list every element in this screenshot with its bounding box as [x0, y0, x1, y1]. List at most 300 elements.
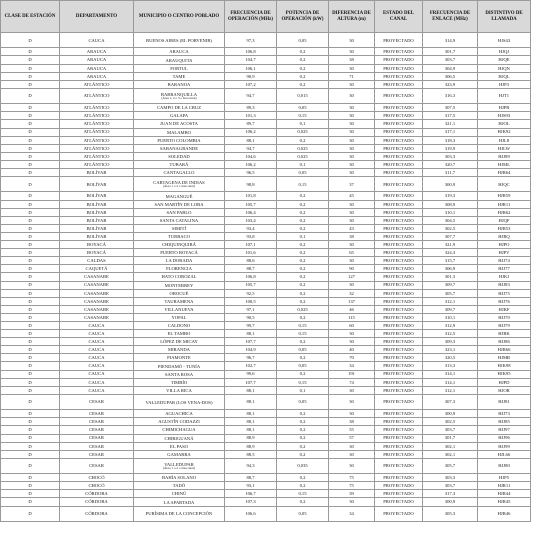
table-row: [1, 128, 531, 136]
cell-clase: D: [1, 152, 60, 160]
cell-frecuencia-enlace: 318,3: [423, 136, 478, 144]
cell-frecuencia-enlace: 312,9: [423, 321, 478, 329]
cell-clase: D: [1, 200, 60, 208]
cell-municipio: [134, 313, 225, 321]
cell-potencia: 0,2: [277, 338, 329, 346]
cell-frecuencia-operacion: 88,9: [225, 442, 277, 450]
cell-frecuencia-operacion: 106,2: [225, 160, 277, 168]
municipio-name: EL TAMBO: [167, 331, 191, 337]
cell-frecuencia-operacion: 93,1: [225, 482, 277, 490]
cell-frecuencia-operacion: 88,6: [225, 257, 277, 265]
cell-diferencia-altura: 39: [329, 490, 375, 498]
cell-diferencia-altura: 30: [329, 88, 375, 103]
cell-departamento: ARAUCA: [60, 64, 134, 72]
cell-clase: D: [1, 434, 60, 442]
cell-potencia: 0,2: [277, 313, 329, 321]
municipio-name: MONTERREY: [164, 282, 194, 288]
cell-clase: D: [1, 386, 60, 394]
cell-potencia: 0,2: [277, 289, 329, 297]
cell-distintivo: HJR11: [478, 200, 531, 208]
cell-municipio: [134, 152, 225, 160]
municipio-name: PURÍSIMA DE LA CONCEPCIÓN: [145, 511, 213, 517]
municipio-name: MALAMBO: [167, 129, 191, 135]
cell-clase: D: [1, 482, 60, 490]
cell-distintivo: HJOR: [478, 386, 531, 394]
cell-potencia: 0,2: [277, 224, 329, 232]
cell-municipio: [134, 410, 225, 418]
header-potencia: POTENCIA DE OPERACIÓN (kW): [277, 1, 329, 33]
cell-diferencia-altura: 191: [329, 370, 375, 378]
cell-clase: D: [1, 273, 60, 281]
cell-municipio: [134, 112, 225, 120]
cell-estado: PROYECTADO: [375, 169, 423, 177]
cell-diferencia-altura: 30: [329, 386, 375, 394]
cell-frecuencia-operacion: 99,7: [225, 321, 277, 329]
cell-frecuencia-operacion: 96,5: [225, 169, 277, 177]
cell-municipio: [134, 224, 225, 232]
cell-frecuencia-enlace: 314,9: [423, 33, 478, 48]
cell-frecuencia-enlace: 310,1: [423, 208, 478, 216]
cell-diferencia-altura: 90: [329, 265, 375, 273]
cell-municipio: [134, 200, 225, 208]
cell-municipio: [134, 482, 225, 490]
cell-potencia: 0,05: [277, 506, 329, 521]
table-row: [1, 394, 531, 409]
cell-distintivo: HJQJ: [478, 48, 531, 56]
cell-frecuencia-operacion: 107,7: [225, 378, 277, 386]
cell-potencia: 0,2: [277, 216, 329, 224]
table-row: [1, 257, 531, 265]
cell-clase: D: [1, 160, 60, 168]
cell-clase: D: [1, 394, 60, 409]
cell-diferencia-altura: 30: [329, 338, 375, 346]
cell-estado: PROYECTADO: [375, 313, 423, 321]
cell-potencia: 0,2: [277, 192, 329, 200]
cell-diferencia-altura: 30: [329, 33, 375, 48]
cell-departamento: BOYACÁ: [60, 249, 134, 257]
cell-diferencia-altura: 71: [329, 72, 375, 80]
cell-estado: PROYECTADO: [375, 56, 423, 64]
cell-clase: D: [1, 370, 60, 378]
cell-clase: D: [1, 378, 60, 386]
cell-frecuencia-operacion: 89,3: [225, 104, 277, 112]
municipio-name: CAMPO DE LA CRUZ: [156, 105, 202, 111]
cell-potencia: 0,2: [277, 249, 329, 257]
cell-distintivo: HJOL: [478, 120, 531, 128]
cell-potencia: 0,025: [277, 152, 329, 160]
table-row: [1, 297, 531, 305]
cell-departamento: CASANARE: [60, 273, 134, 281]
cell-estado: PROYECTADO: [375, 200, 423, 208]
cell-frecuencia-operacion: 101,6: [225, 249, 277, 257]
cell-municipio: [134, 144, 225, 152]
cell-frecuencia-operacion: 88,1: [225, 426, 277, 434]
table-row: [1, 265, 531, 273]
cell-departamento: CESAR: [60, 410, 134, 418]
cell-departamento: CHOCÓ: [60, 482, 134, 490]
cell-estado: PROYECTADO: [375, 338, 423, 346]
cell-clase: D: [1, 490, 60, 498]
table-row: [1, 346, 531, 354]
cell-estado: PROYECTADO: [375, 305, 423, 313]
cell-municipio: [134, 72, 225, 80]
table-row: [1, 249, 531, 257]
cell-municipio: [134, 426, 225, 434]
cell-frecuencia-operacion: 104,6: [225, 152, 277, 160]
table-row: [1, 177, 531, 192]
table-row: [1, 386, 531, 394]
table-row: [1, 136, 531, 144]
cell-departamento: BOLÍVAR: [60, 200, 134, 208]
cell-distintivo: HJJ74: [478, 257, 531, 265]
cell-frecuencia-operacion: 88,1: [225, 418, 277, 426]
cell-frecuencia-enlace: 301,7: [423, 48, 478, 56]
cell-clase: D: [1, 80, 60, 88]
cell-clase: D: [1, 289, 60, 297]
cell-estado: PROYECTADO: [375, 378, 423, 386]
cell-diferencia-altura: 30: [329, 48, 375, 56]
cell-departamento: CESAR: [60, 394, 134, 409]
table-row: [1, 498, 531, 506]
cell-clase: D: [1, 257, 60, 265]
cell-diferencia-altura: 30: [329, 152, 375, 160]
cell-frecuencia-operacion: 88,5: [225, 450, 277, 458]
cell-estado: PROYECTADO: [375, 474, 423, 482]
cell-diferencia-altura: 38: [329, 56, 375, 64]
cell-diferencia-altura: 30: [329, 80, 375, 88]
cell-estado: PROYECTADO: [375, 160, 423, 168]
cell-frecuencia-operacion: 88,1: [225, 386, 277, 394]
cell-estado: PROYECTADO: [375, 506, 423, 521]
cell-departamento: CAUCA: [60, 386, 134, 394]
cell-potencia: 0,2: [277, 410, 329, 418]
cell-estado: PROYECTADO: [375, 370, 423, 378]
cell-frecuencia-enlace: 324,3: [423, 249, 478, 257]
cell-departamento: CALDAS: [60, 257, 134, 265]
table-row: [1, 48, 531, 56]
cell-diferencia-altura: 65: [329, 249, 375, 257]
municipio-name: VALLEDUPAR: [164, 461, 194, 467]
cell-diferencia-altura: 70: [329, 354, 375, 362]
municipio-name: SABANAGRANDE: [159, 145, 199, 151]
cell-distintivo: HJR45: [478, 498, 531, 506]
cell-frecuencia-operacion: 106,2: [225, 128, 277, 136]
cell-frecuencia-enlace: 301,7: [423, 434, 478, 442]
cell-frecuencia-enlace: 317,5: [423, 112, 478, 120]
cell-departamento: ARAUCA: [60, 56, 134, 64]
cell-departamento: BOLÍVAR: [60, 216, 134, 224]
municipio-name: PUERTO COLOMBIA: [157, 137, 201, 143]
cell-estado: PROYECTADO: [375, 490, 423, 498]
cell-clase: D: [1, 313, 60, 321]
cell-frecuencia-enlace: 320,5: [423, 354, 478, 362]
cell-municipio: [134, 273, 225, 281]
cell-departamento: CÓRDOBA: [60, 506, 134, 521]
cell-municipio: [134, 354, 225, 362]
cell-municipio: [134, 265, 225, 273]
cell-distintivo: HJQC: [478, 177, 531, 192]
cell-municipio: [134, 216, 225, 224]
municipio-name: JUAN DE ACOSTA: [160, 121, 198, 127]
cell-municipio: [134, 169, 225, 177]
cell-estado: PROYECTADO: [375, 386, 423, 394]
municipio-name: LA DORADA: [165, 258, 193, 264]
cell-municipio: [134, 458, 225, 473]
cell-distintivo: HJS93: [478, 112, 531, 120]
municipio-name: VILLANUEVA: [164, 306, 194, 312]
municipio-name: HATO COROZAL: [161, 274, 197, 280]
cell-frecuencia-enlace: 314,1: [423, 378, 478, 386]
cell-potencia: 0,025: [277, 128, 329, 136]
cell-diferencia-altura: 30: [329, 257, 375, 265]
cell-frecuencia-enlace: 307,7: [423, 232, 478, 240]
cell-municipio: [134, 64, 225, 72]
cell-clase: D: [1, 232, 60, 240]
cell-diferencia-altura: 127: [329, 273, 375, 281]
cell-diferencia-altura: 30: [329, 330, 375, 338]
cell-frecuencia-operacion: 88,1: [225, 136, 277, 144]
municipio-name: EL PASO: [170, 443, 188, 449]
cell-frecuencia-enlace: 309,7: [423, 305, 478, 313]
cell-clase: D: [1, 426, 60, 434]
cell-municipio: [134, 232, 225, 240]
cell-clase: D: [1, 104, 60, 112]
municipio-name: TUBARÁ: [169, 161, 189, 167]
table-row: [1, 152, 531, 160]
header-diferencia-altura: DIFERENCIA DE ALTURA (m): [329, 1, 375, 33]
cell-frecuencia-enlace: 323,1: [423, 346, 478, 354]
cell-municipio: [134, 80, 225, 88]
table-row: [1, 506, 531, 521]
table-row: [1, 362, 531, 370]
cell-estado: PROYECTADO: [375, 281, 423, 289]
cell-frecuencia-operacion: 88,1: [225, 410, 277, 418]
municipio-name: SOLEDAD: [168, 153, 190, 159]
cell-frecuencia-operacion: 106,1: [225, 64, 277, 72]
cell-diferencia-altura: 30: [329, 394, 375, 409]
cell-distintivo: HJKF: [478, 305, 531, 313]
municipio-name: TIMBÍO: [170, 379, 188, 385]
cell-estado: PROYECTADO: [375, 265, 423, 273]
cell-municipio: [134, 474, 225, 482]
cell-departamento: CESAR: [60, 458, 134, 473]
cell-municipio: [134, 442, 225, 450]
cell-distintivo: HJT1: [478, 88, 531, 103]
cell-estado: PROYECTADO: [375, 144, 423, 152]
cell-diferencia-altura: 37: [329, 177, 375, 192]
cell-diferencia-altura: 30: [329, 128, 375, 136]
cell-departamento: CESAR: [60, 434, 134, 442]
cell-diferencia-altura: 30: [329, 200, 375, 208]
cell-departamento: BOLÍVAR: [60, 232, 134, 240]
cell-potencia: 0,2: [277, 281, 329, 289]
cell-municipio: [134, 281, 225, 289]
cell-departamento: CAQUETÁ: [60, 265, 134, 273]
municipio-name: PIAMONTE: [167, 355, 191, 361]
cell-diferencia-altura: 30: [329, 136, 375, 144]
cell-diferencia-altura: 30: [329, 241, 375, 249]
cell-estado: PROYECTADO: [375, 289, 423, 297]
cell-municipio: [134, 120, 225, 128]
municipio-name: CALDONO: [167, 323, 191, 329]
table-row: [1, 474, 531, 482]
cell-distintivo: HJQN: [478, 64, 531, 72]
cell-frecuencia-enlace: 304,9: [423, 64, 478, 72]
cell-potencia: 0,2: [277, 265, 329, 273]
cell-frecuencia-operacion: 93,8: [225, 232, 277, 240]
cell-frecuencia-operacion: 93,4: [225, 224, 277, 232]
table-row: [1, 241, 531, 249]
cell-frecuencia-operacion: 107,1: [225, 241, 277, 249]
cell-frecuencia-enlace: 300,9: [423, 410, 478, 418]
cell-frecuencia-enlace: 309,7: [423, 281, 478, 289]
cell-diferencia-altura: 74: [329, 378, 375, 386]
municipio-name: AGUACHICA: [165, 411, 193, 417]
municipio-name: MIRANDA: [168, 347, 190, 353]
municipio-name: VILLA RICA: [166, 387, 192, 393]
cell-clase: D: [1, 128, 60, 136]
cell-diferencia-altura: 30: [329, 216, 375, 224]
cell-potencia: 0,05: [277, 104, 329, 112]
cell-municipio: [134, 330, 225, 338]
cell-diferencia-altura: 30: [329, 498, 375, 506]
cell-frecuencia-enlace: 303,3: [423, 152, 478, 160]
cell-frecuencia-operacion: 106,4: [225, 208, 277, 216]
cell-clase: D: [1, 346, 60, 354]
municipio-name: FLORENCIA: [166, 266, 192, 272]
cell-frecuencia-operacion: 90,9: [225, 72, 277, 80]
cell-distintivo: HJMR: [478, 354, 531, 362]
cell-municipio: [134, 338, 225, 346]
cell-municipio: [134, 370, 225, 378]
table-row: [1, 56, 531, 64]
header-municipio: MUNICIPIO O CENTRO POBLADO: [134, 1, 225, 33]
cell-potencia: 0,2: [277, 442, 329, 450]
municipio-name: BARANOA: [167, 81, 191, 87]
cell-estado: PROYECTADO: [375, 224, 423, 232]
cell-frecuencia-enlace: 308,9: [423, 200, 478, 208]
table-row: [1, 216, 531, 224]
municipio-area-note: (Área 1, 2 o 3 o área rural): [161, 95, 197, 100]
cell-distintivo: HJJ79: [478, 321, 531, 329]
cell-distintivo: HJJ80: [478, 458, 531, 473]
cell-distintivo: HJJ86: [478, 338, 531, 346]
cell-departamento: BOLÍVAR: [60, 169, 134, 177]
cell-frecuencia-enlace: 321,1: [423, 120, 478, 128]
cell-frecuencia-enlace: 319,9: [423, 144, 478, 152]
cell-distintivo: HJR62: [478, 208, 531, 216]
cell-potencia: 0,025: [277, 305, 329, 313]
cell-frecuencia-operacion: 104,7: [225, 56, 277, 64]
cell-frecuencia-operacion: 104,9: [225, 346, 277, 354]
cell-estado: PROYECTADO: [375, 241, 423, 249]
cell-municipio: [134, 490, 225, 498]
cell-potencia: 0,1: [277, 160, 329, 168]
cell-departamento: CAUCA: [60, 338, 134, 346]
cell-clase: D: [1, 498, 60, 506]
cell-frecuencia-enlace: 302,1: [423, 450, 478, 458]
cell-distintivo: HJQF: [478, 216, 531, 224]
cell-diferencia-altura: 30: [329, 120, 375, 128]
cell-diferencia-altura: 30: [329, 208, 375, 216]
cell-frecuencia-enlace: 304,5: [423, 216, 478, 224]
cell-frecuencia-enlace: 312,5: [423, 330, 478, 338]
cell-departamento: CAUCA: [60, 362, 134, 370]
cell-potencia: 0,2: [277, 434, 329, 442]
cell-diferencia-altura: 43: [329, 224, 375, 232]
cell-diferencia-altura: 30: [329, 160, 375, 168]
cell-frecuencia-enlace: 305,7: [423, 458, 478, 473]
cell-clase: D: [1, 474, 60, 482]
municipio-name: PUERTO BOYACÁ: [160, 250, 198, 256]
cell-frecuencia-enlace: 303,3: [423, 474, 478, 482]
cell-estado: PROYECTADO: [375, 80, 423, 88]
cell-departamento: CAUCA: [60, 354, 134, 362]
cell-distintivo: HJP5: [478, 474, 531, 482]
cell-departamento: CESAR: [60, 418, 134, 426]
header-row: [1, 1, 531, 33]
cell-frecuencia-enlace: 303,7: [423, 56, 478, 64]
cell-distintivo: HJL8: [478, 136, 531, 144]
cell-departamento: BOLÍVAR: [60, 192, 134, 200]
cell-clase: D: [1, 216, 60, 224]
cell-municipio: [134, 241, 225, 249]
table-row: [1, 378, 531, 386]
cell-distintivo: HJPO: [478, 241, 531, 249]
cell-distintivo: HJJ70: [478, 313, 531, 321]
table-row: [1, 160, 531, 168]
cell-distintivo: HJRK: [478, 330, 531, 338]
cell-diferencia-altura: 75: [329, 474, 375, 482]
table-row: [1, 273, 531, 281]
cell-estado: PROYECTADO: [375, 442, 423, 450]
cell-municipio: [134, 362, 225, 370]
cell-potencia: 0,2: [277, 418, 329, 426]
cell-municipio: [134, 450, 225, 458]
cell-frecuencia-operacion: 105,7: [225, 281, 277, 289]
cell-frecuencia-operacion: 106,6: [225, 506, 277, 521]
municipio-name: TURBACO: [168, 234, 190, 239]
table-row: [1, 410, 531, 418]
cell-estado: PROYECTADO: [375, 498, 423, 506]
cell-potencia: 0,2: [277, 450, 329, 458]
cell-clase: D: [1, 72, 60, 80]
cell-frecuencia-enlace: 310,1: [423, 313, 478, 321]
cell-frecuencia-operacion: 100,5: [225, 297, 277, 305]
cell-municipio: [134, 378, 225, 386]
cell-diferencia-altura: 30: [329, 104, 375, 112]
cell-municipio: [134, 33, 225, 48]
cell-distintivo: HJR59: [478, 192, 531, 200]
cell-estado: PROYECTADO: [375, 330, 423, 338]
municipio-name: SANTA CATALINA: [159, 217, 199, 223]
cell-clase: D: [1, 281, 60, 289]
municipio-name: MAGANGUÉ: [165, 193, 193, 199]
cell-departamento: BOLÍVAR: [60, 224, 134, 232]
cell-clase: D: [1, 410, 60, 418]
cell-frecuencia-operacion: 106,8: [225, 48, 277, 56]
table-header: [1, 1, 531, 33]
cell-estado: PROYECTADO: [375, 128, 423, 136]
cell-estado: PROYECTADO: [375, 426, 423, 434]
cell-frecuencia-enlace: 312,1: [423, 297, 478, 305]
cell-departamento: CASANARE: [60, 281, 134, 289]
cell-diferencia-altura: 30: [329, 169, 375, 177]
cell-clase: D: [1, 241, 60, 249]
cell-frecuencia-operacion: 99,6: [225, 370, 277, 378]
cell-frecuencia-enlace: 305,7: [423, 289, 478, 297]
cell-departamento: BOLÍVAR: [60, 177, 134, 192]
